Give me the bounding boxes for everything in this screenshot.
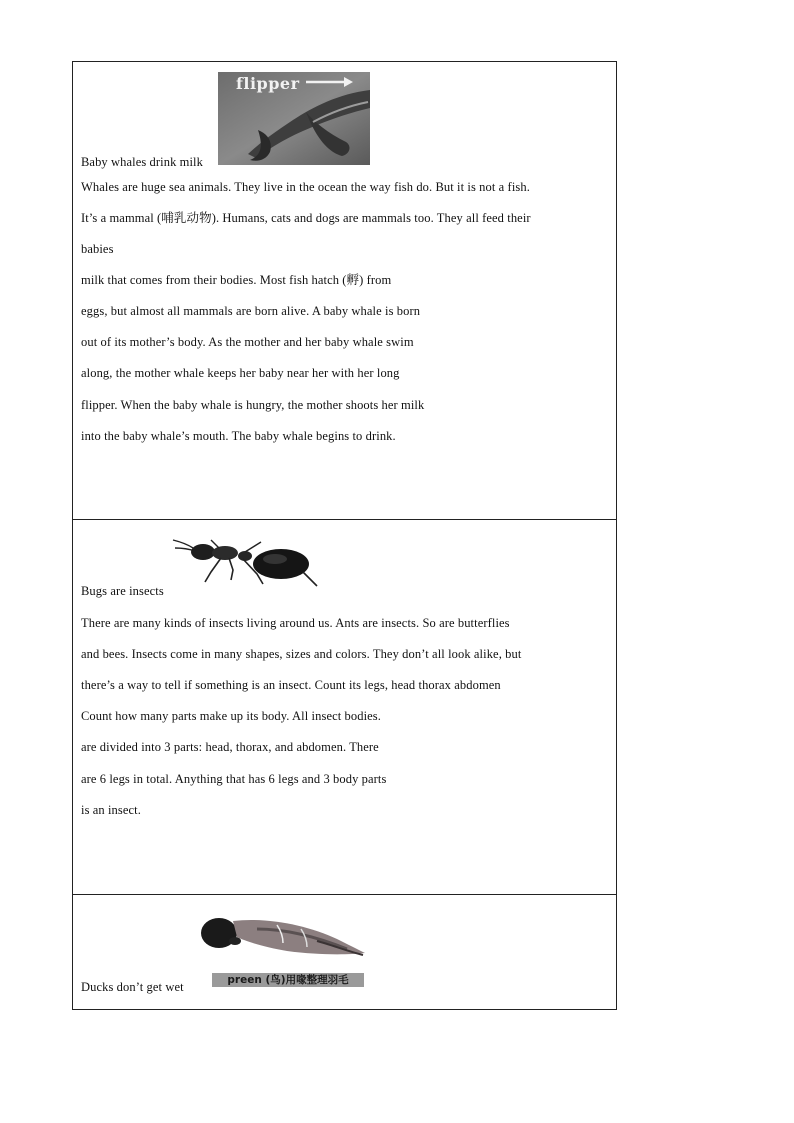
preen-caption-box	[212, 973, 364, 987]
paragraph-line: along, the mother whale keeps her baby near her with her long	[81, 366, 400, 380]
duck-preen-illustration	[197, 911, 369, 961]
flipper-image-label: flipper	[236, 74, 300, 93]
paragraph-line: eggs, but almost all mammals are born alive. A baby whale is born	[81, 304, 421, 318]
paragraph-line: babies	[81, 242, 114, 256]
whale-flipper-photo	[218, 72, 370, 165]
paragraph-line: milk that comes from their bodies. Most fish hatch (孵) from	[81, 273, 392, 287]
paragraph-line: It’s a mammal (哺乳动物). Humans, cats and dogs are mammals too. They all feed their	[81, 211, 531, 225]
section-ducks	[73, 895, 616, 1009]
paragraph-line: into the baby whale’s mouth. The baby whale begins to drink.	[81, 429, 396, 443]
paragraph-line: there’s a way to tell if something is an insect. Count its legs, head thorax abdomen	[81, 678, 501, 692]
paragraph-line: There are many kinds of insects living around us. Ants are insects. So are butterflies	[81, 616, 510, 630]
paragraph-line: are 6 legs in total. Anything that has 6 legs and 3 body parts	[81, 772, 387, 786]
ant-illustration	[171, 534, 321, 590]
section-title: Bugs are insects	[81, 584, 164, 598]
paragraph-line: and bees. Insects come in many shapes, sizes and colors. They don’t all look alike, but	[81, 647, 522, 661]
paragraph-line: Count how many parts make up its body. All insect bodies.	[81, 709, 381, 723]
paragraph-line: out of its mother’s body. As the mother and her baby whale swim	[81, 335, 414, 349]
content-table	[72, 61, 617, 1010]
paragraph-line: flipper. When the baby whale is hungry, the mother shoots her milk	[81, 398, 425, 412]
paragraph-line: is an insect.	[81, 803, 141, 817]
duck-preen-photo	[197, 911, 369, 961]
ant-photo	[171, 534, 321, 590]
paragraph-line: Whales are huge sea animals. They live in the ocean the way fish do. But it is not a fish.	[81, 180, 530, 194]
section-title: Baby whales drink milk	[81, 155, 203, 169]
preen-image-label: preen (鸟)用喙整理羽毛	[212, 973, 364, 987]
paragraph-line: are divided into 3 parts: head, thorax, and abdomen. There	[81, 740, 379, 754]
section-title: Ducks don’t get wet	[81, 980, 184, 994]
section-insects	[73, 520, 616, 895]
section-whales	[73, 62, 616, 520]
